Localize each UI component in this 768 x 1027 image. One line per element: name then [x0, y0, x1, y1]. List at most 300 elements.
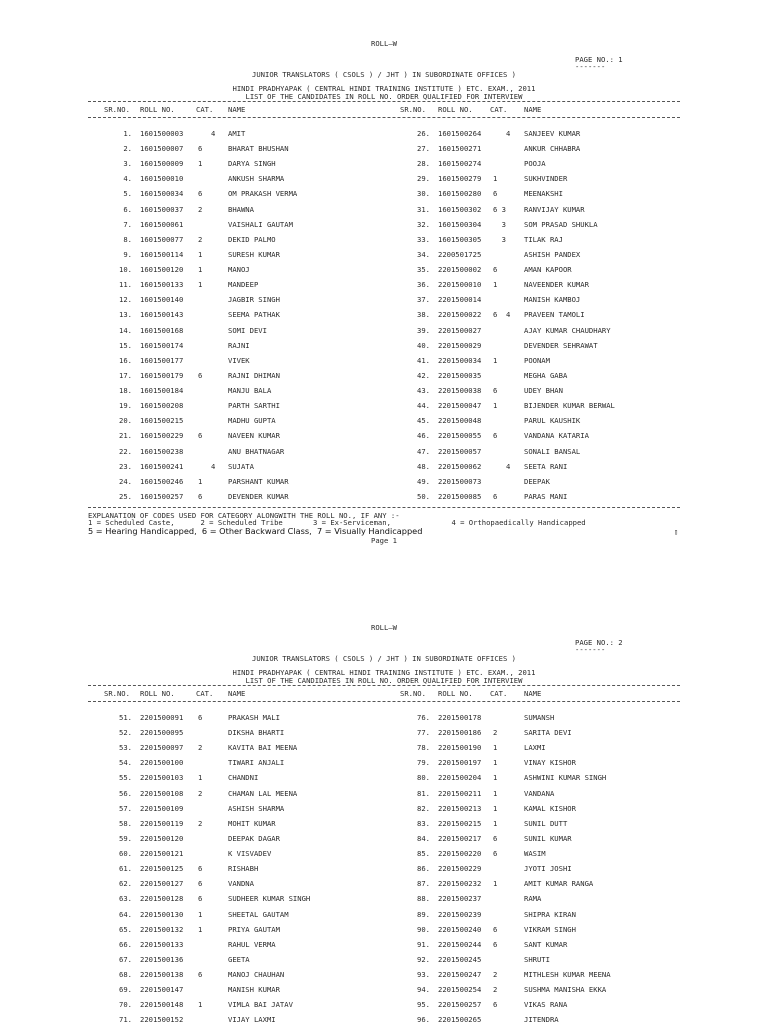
- sr-number: 8.: [123, 234, 132, 244]
- header-srno: SR.NO.: [104, 105, 130, 114]
- sr-number: 71.: [119, 1015, 132, 1025]
- category-code: 6: [493, 1000, 498, 1010]
- sr-number: 39.: [417, 325, 430, 335]
- candidate-name: NAVEENDER KUMAR: [524, 280, 589, 290]
- roll-number: 2201500121: [140, 849, 184, 859]
- roll-number: 2201500103: [140, 773, 184, 783]
- category-code: 1: [198, 924, 203, 934]
- category-code: 1: [198, 909, 203, 919]
- sr-number: 5.: [123, 189, 132, 199]
- header-cat: CAT.: [196, 105, 214, 114]
- roll-number: 2201500048: [438, 416, 482, 426]
- roll-number: 2201500119: [140, 818, 184, 828]
- table-row: [0, 831, 768, 846]
- candidate-name: ASHISH PANDEX: [524, 249, 581, 259]
- roll-label: ROLL—W: [371, 623, 397, 632]
- category-code: 1: [493, 818, 498, 828]
- category-code: 2: [198, 743, 203, 753]
- candidate-name: PARAS MANI: [524, 491, 568, 501]
- roll-number: 2201500055: [438, 431, 482, 441]
- header-name-2: NAME: [524, 689, 542, 698]
- roll-number: 2201500240: [438, 924, 482, 934]
- roll-number: 2201500027: [438, 325, 482, 335]
- roll-number: 2201500148: [140, 1000, 184, 1010]
- sr-number: 80.: [417, 773, 430, 783]
- candidate-name: AJAY KUMAR CHAUDHARY: [524, 325, 611, 335]
- sr-number: 16.: [119, 355, 132, 365]
- legend-heading: EXPLANATION OF CODES USED FOR CATEGORY ALONGWITH THE ROLL NO., IF ANY :-: [88, 511, 400, 520]
- header-name: NAME: [228, 105, 246, 114]
- candidate-name: SUNIL KUMAR: [524, 833, 572, 843]
- sr-number: 79.: [417, 758, 430, 768]
- category-code: 4: [198, 461, 216, 471]
- sr-number: 28.: [417, 159, 430, 169]
- sr-number: 29.: [417, 174, 430, 184]
- category-code: 1: [198, 773, 203, 783]
- candidate-name: RAJNI: [228, 340, 250, 350]
- sr-number: 76.: [417, 713, 430, 722]
- sr-number: 64.: [119, 909, 132, 919]
- roll-number: 1601500238: [140, 446, 184, 456]
- candidate-name: JAGBIR SINGH: [228, 295, 280, 305]
- sr-number: 48.: [417, 461, 430, 471]
- sr-number: 44.: [417, 401, 430, 411]
- sr-number: 25.: [119, 491, 132, 501]
- sr-number: 11.: [119, 280, 132, 290]
- category-code: 6 4: [493, 310, 511, 320]
- candidate-name: SHRUTI: [524, 954, 550, 964]
- candidate-name: VIVEK: [228, 355, 250, 365]
- candidate-name: DEEPAK: [524, 476, 550, 486]
- category-code: 1: [493, 879, 498, 889]
- candidate-name: SEETA RANI: [524, 461, 568, 471]
- candidate-name: ASHISH SHARMA: [228, 803, 285, 813]
- sr-number: 89.: [417, 909, 430, 919]
- candidate-name: PARTH SARTHI: [228, 401, 280, 411]
- candidate-name: RANVIJAY KUMAR: [524, 204, 585, 214]
- table-row: [0, 710, 768, 725]
- candidate-name: BHARAT BHUSHAN: [228, 144, 289, 154]
- roll-number: 1601500077: [140, 234, 184, 244]
- sr-number: 46.: [417, 431, 430, 441]
- candidate-name: SUKHVINDER: [524, 174, 568, 184]
- sr-number: 94.: [417, 985, 430, 995]
- table-row: [0, 876, 768, 891]
- sr-number: 78.: [417, 743, 430, 753]
- sr-number: 18.: [119, 386, 132, 396]
- candidate-name: DEKID PALMO: [228, 234, 276, 244]
- category-code: 6: [198, 894, 203, 904]
- header-srno-2: SR.NO.: [400, 689, 426, 698]
- sr-number: 66.: [119, 939, 132, 949]
- category-code: 6: [493, 491, 498, 501]
- sr-number: 21.: [119, 431, 132, 441]
- roll-number: 1601500179: [140, 370, 184, 380]
- roll-number: 2201500254: [438, 985, 482, 995]
- roll-number: 2201500211: [438, 788, 482, 798]
- roll-number: 2201500152: [140, 1015, 184, 1025]
- roll-number: 2201500215: [438, 818, 482, 828]
- category-code: 6: [198, 713, 203, 722]
- candidate-name: MANISH KUMAR: [228, 985, 280, 995]
- category-code: 2: [198, 204, 203, 214]
- roll-number: 1601500120: [140, 265, 184, 275]
- page-number: PAGE NO.: 2: [575, 638, 623, 647]
- candidate-name: SUDHEER KUMAR SINGH: [228, 894, 311, 904]
- category-code: 2: [493, 970, 498, 980]
- category-code: 2: [198, 788, 203, 798]
- roll-number: 1601500271: [438, 144, 482, 154]
- header-srno: SR.NO.: [104, 689, 130, 698]
- header-cat-2: CAT.: [490, 689, 508, 698]
- roll-number: 2201500022: [438, 310, 482, 320]
- roll-number: 1601500274: [438, 159, 482, 169]
- table-row: [0, 997, 768, 1012]
- sr-number: 57.: [119, 803, 132, 813]
- header-rollno: ROLL NO.: [140, 105, 175, 114]
- candidate-name: SHIPRA KIRAN: [524, 909, 576, 919]
- sr-number: 37.: [417, 295, 430, 305]
- category-code: 6: [493, 265, 498, 275]
- table-row: [0, 922, 768, 937]
- table-row: [0, 755, 768, 770]
- roll-number: 2201500186: [438, 728, 482, 738]
- header-rollno-2: ROLL NO.: [438, 105, 473, 114]
- divider: [88, 701, 680, 702]
- title-line-3: LIST OF THE CANDIDATES IN ROLL NO. ORDER QUALIFIED FOR INTERVIEW: [245, 92, 523, 101]
- candidate-name: MITHLESH KUMAR MEENA: [524, 970, 611, 980]
- candidate-name: SOMI DEVI: [228, 325, 267, 335]
- sr-number: 45.: [417, 416, 430, 426]
- table-row: [0, 1012, 768, 1027]
- roll-number: 2201500125: [140, 864, 184, 874]
- category-code: 2: [493, 728, 498, 738]
- sr-number: 86.: [417, 864, 430, 874]
- title-line-2: HINDI PRADHYAPAK ( CENTRAL HINDI TRAINING INSTITUTE ) ETC. EXAM., 2011: [232, 668, 536, 677]
- sr-number: 62.: [119, 879, 132, 889]
- category-code: 6: [493, 939, 498, 949]
- candidate-name: POOJA: [524, 159, 546, 169]
- roll-number: 2201500100: [140, 758, 184, 768]
- roll-number: 1601500009: [140, 159, 184, 169]
- sr-number: 1.: [123, 129, 132, 138]
- category-code: 6: [198, 970, 203, 980]
- sr-number: 90.: [417, 924, 430, 934]
- candidate-name: ANKUR CHHABRA: [524, 144, 581, 154]
- roll-number: 1601500140: [140, 295, 184, 305]
- sr-number: 9.: [123, 249, 132, 259]
- table-row: [0, 816, 768, 831]
- sr-number: 82.: [417, 803, 430, 813]
- candidate-name: SEEMA PATHAK: [228, 310, 280, 320]
- sr-number: 83.: [417, 818, 430, 828]
- category-code: 6: [198, 370, 203, 380]
- roll-number: 2201500047: [438, 401, 482, 411]
- sr-number: 31.: [417, 204, 430, 214]
- sr-number: 85.: [417, 849, 430, 859]
- candidate-name: BHAWNA: [228, 204, 254, 214]
- sr-number: 43.: [417, 386, 430, 396]
- roll-number: 1601500003: [140, 129, 184, 138]
- header-rollno: ROLL NO.: [140, 689, 175, 698]
- roll-number: 1601500061: [140, 219, 184, 229]
- header-rollno-2: ROLL NO.: [438, 689, 473, 698]
- sr-number: 36.: [417, 280, 430, 290]
- category-code: 1: [493, 401, 498, 411]
- sr-number: 50.: [417, 491, 430, 501]
- sr-number: 32.: [417, 219, 430, 229]
- page-number-rule: -------: [575, 62, 606, 71]
- sr-number: 60.: [119, 849, 132, 859]
- table-row: [0, 937, 768, 952]
- candidate-name: GEETA: [228, 954, 250, 964]
- candidate-name: CHANDNI: [228, 773, 259, 783]
- category-code: 1: [493, 743, 498, 753]
- category-code: 6: [493, 431, 498, 441]
- table-row: [0, 740, 768, 755]
- sr-number: 41.: [417, 355, 430, 365]
- candidate-name: SANT KUMAR: [524, 939, 568, 949]
- roll-number: 2201500232: [438, 879, 482, 889]
- sr-number: 40.: [417, 340, 430, 350]
- candidate-name: AMIT: [228, 129, 246, 138]
- roll-number: 2201500010: [438, 280, 482, 290]
- sr-number: 51.: [119, 713, 132, 722]
- candidate-name: DEEPAK DAGAR: [228, 833, 280, 843]
- sr-number: 87.: [417, 879, 430, 889]
- roll-number: 2201500120: [140, 833, 184, 843]
- legend-codes-1: 1 = Scheduled Caste, 2 = Scheduled Tribe 3 = Ex-Serviceman, 4 = Orthopaedically Handicapped: [88, 518, 586, 527]
- candidate-name: RISHABH: [228, 864, 259, 874]
- candidate-name: SANJEEV KUMAR: [524, 129, 581, 138]
- sr-number: 22.: [119, 446, 132, 456]
- roll-number: 1601500279: [438, 174, 482, 184]
- sr-number: 92.: [417, 954, 430, 964]
- candidate-name: RAHUL VERMA: [228, 939, 276, 949]
- category-code: 1: [493, 758, 498, 768]
- candidate-name: AMIT KUMAR RANGA: [524, 879, 594, 889]
- sr-number: 38.: [417, 310, 430, 320]
- roll-label: ROLL—W: [371, 39, 397, 48]
- category-code: 4: [493, 461, 511, 471]
- candidate-name: OM PRAKASH VERMA: [228, 189, 298, 199]
- category-code: 2: [493, 985, 498, 995]
- category-code: 1: [198, 159, 203, 169]
- roll-number: 2201500132: [140, 924, 184, 934]
- category-code: 6: [198, 144, 203, 154]
- roll-number: 2201500237: [438, 894, 482, 904]
- candidate-name: JITENDRA: [524, 1015, 559, 1025]
- sr-number: 88.: [417, 894, 430, 904]
- candidate-name: UDEY BHAN: [524, 386, 563, 396]
- roll-number: 2201500095: [140, 728, 184, 738]
- candidate-name: VANDNA: [228, 879, 254, 889]
- candidate-name: SARITA DEVI: [524, 728, 572, 738]
- roll-number: 2201500239: [438, 909, 482, 919]
- sr-number: 56.: [119, 788, 132, 798]
- title-line-2: HINDI PRADHYAPAK ( CENTRAL HINDI TRAINING INSTITUTE ) ETC. EXAM., 2011: [232, 84, 536, 93]
- roll-number: 2201500265: [438, 1015, 482, 1025]
- roll-number: 1601500304: [438, 219, 482, 229]
- sr-number: 93.: [417, 970, 430, 980]
- roll-number: 2201500247: [438, 970, 482, 980]
- candidate-name: VAISHALI GAUTAM: [228, 219, 293, 229]
- roll-number: 2201500057: [438, 446, 482, 456]
- roll-number: 1601500257: [140, 491, 184, 501]
- roll-number: 2201500062: [438, 461, 482, 471]
- roll-number: 2201500109: [140, 803, 184, 813]
- candidate-name: POONAM: [524, 355, 550, 365]
- roll-number: 2201500136: [140, 954, 184, 964]
- roll-number: 2201500091: [140, 713, 184, 722]
- roll-number: 2201500034: [438, 355, 482, 365]
- table-row: [0, 725, 768, 740]
- header-srno-2: SR.NO.: [400, 105, 426, 114]
- candidate-name: MANOJ CHAUHAN: [228, 970, 285, 980]
- table-row: [0, 861, 768, 876]
- roll-number: 2201500085: [438, 491, 482, 501]
- candidate-name: DIKSHA BHARTI: [228, 728, 285, 738]
- category-code: 6: [198, 491, 203, 501]
- candidate-name: KAMAL KISHOR: [524, 803, 576, 813]
- roll-number: 1601500133: [140, 280, 184, 290]
- roll-number: 2201500257: [438, 1000, 482, 1010]
- table-row: [0, 891, 768, 906]
- candidate-name: SUNIL DUTT: [524, 818, 568, 828]
- roll-number: 1601500241: [140, 461, 184, 471]
- candidate-name: PRAVEEN TAMOLI: [524, 310, 585, 320]
- candidate-name: SUSHMA MANISHA EKKA: [524, 985, 607, 995]
- candidate-name: VIKAS RANA: [524, 1000, 568, 1010]
- roll-number: 2201500244: [438, 939, 482, 949]
- roll-number: 1601500280: [438, 189, 482, 199]
- roll-number: 1601500010: [140, 174, 184, 184]
- category-code: 2: [198, 818, 203, 828]
- candidate-name: DARYA SINGH: [228, 159, 276, 169]
- header-cat-2: CAT.: [490, 105, 508, 114]
- roll-number: 2201500128: [140, 894, 184, 904]
- sr-number: 77.: [417, 728, 430, 738]
- candidate-name: KAVITA BAI MEENA: [228, 743, 298, 753]
- candidate-name: DEVENDER KUMAR: [228, 491, 289, 501]
- roll-number: 2201500220: [438, 849, 482, 859]
- category-code: 1: [198, 249, 203, 259]
- category-code: 1: [493, 803, 498, 813]
- roll-number: 2201500190: [438, 743, 482, 753]
- category-code: 1: [493, 174, 498, 184]
- category-code: 3: [493, 234, 506, 244]
- roll-number: 1601500143: [140, 310, 184, 320]
- sr-number: 84.: [417, 833, 430, 843]
- candidate-name: WASIM: [524, 849, 546, 859]
- sr-number: 34.: [417, 249, 430, 259]
- candidate-name: MEGHA GABA: [524, 370, 568, 380]
- candidate-name: MANOJ: [228, 265, 250, 275]
- roll-number: 2201500014: [438, 295, 482, 305]
- roll-number: 2201500108: [140, 788, 184, 798]
- category-code: 6: [493, 386, 498, 396]
- candidate-name: MADHU GUPTA: [228, 416, 276, 426]
- roll-number: 1601500246: [140, 476, 184, 486]
- sr-number: 47.: [417, 446, 430, 456]
- header-name-2: NAME: [524, 105, 542, 114]
- sr-number: 96.: [417, 1015, 430, 1025]
- category-code: 6: [198, 879, 203, 889]
- candidate-name: SONALI BANSAL: [524, 446, 581, 456]
- table-row: [0, 967, 768, 982]
- roll-number: 2201500127: [140, 879, 184, 889]
- sr-number: 81.: [417, 788, 430, 798]
- sr-number: 61.: [119, 864, 132, 874]
- table-row: [0, 982, 768, 997]
- sr-number: 12.: [119, 295, 132, 305]
- table-row: [0, 907, 768, 922]
- candidate-name: LAXMI: [524, 743, 546, 753]
- roll-number: 2201500073: [438, 476, 482, 486]
- table-row: [0, 801, 768, 816]
- candidate-name: VIMLA BAI JATAV: [228, 1000, 293, 1010]
- page-number: PAGE NO.: 1: [575, 55, 623, 64]
- category-code: 4: [198, 129, 216, 138]
- table-row: [0, 846, 768, 861]
- title-line-3: LIST OF THE CANDIDATES IN ROLL NO. ORDER QUALIFIED FOR INTERVIEW: [245, 676, 523, 685]
- sr-number: 33.: [417, 234, 430, 244]
- category-code: 1: [493, 773, 498, 783]
- sr-number: 68.: [119, 970, 132, 980]
- sr-number: 6.: [123, 204, 132, 214]
- category-code: 1: [198, 280, 203, 290]
- candidate-name: ASHWINI KUMAR SINGH: [524, 773, 607, 783]
- candidate-name: TIWARI ANJALI: [228, 758, 285, 768]
- category-code: 2: [198, 234, 203, 244]
- sr-number: 55.: [119, 773, 132, 783]
- roll-number: 2201500197: [438, 758, 482, 768]
- candidate-name: K VISVADEV: [228, 849, 272, 859]
- sr-number: 95.: [417, 1000, 430, 1010]
- roll-number: 1601500305: [438, 234, 482, 244]
- candidate-name: MANJU BALA: [228, 386, 272, 396]
- sr-number: 2.: [123, 144, 132, 154]
- candidate-name: ANU BHATNAGAR: [228, 446, 285, 456]
- candidate-name: RAJNI DHIMAN: [228, 370, 280, 380]
- roll-number: 2201500213: [438, 803, 482, 813]
- sr-number: 24.: [119, 476, 132, 486]
- roll-number: 1601500229: [140, 431, 184, 441]
- roll-number: 1601500264: [438, 129, 482, 138]
- sr-number: 10.: [119, 265, 132, 275]
- roll-number: 2201500002: [438, 265, 482, 275]
- sr-number: 19.: [119, 401, 132, 411]
- page-number-rule: -------: [575, 645, 606, 654]
- candidate-name: MOHIT KUMAR: [228, 818, 276, 828]
- category-code: 6: [198, 431, 203, 441]
- candidate-name: PARSHANT KUMAR: [228, 476, 289, 486]
- category-code: 1: [493, 280, 498, 290]
- sr-number: 3.: [123, 159, 132, 169]
- table-header: [0, 686, 768, 701]
- category-code: 1: [198, 1000, 203, 1010]
- category-code: 6: [493, 924, 498, 934]
- roll-number: 1601500034: [140, 189, 184, 199]
- header-cat: CAT.: [196, 689, 214, 698]
- title-line-1: JUNIOR TRANSLATORS ( CSOLS ) / JHT ) IN SUBORDINATE OFFICES ): [252, 654, 516, 663]
- sr-number: 13.: [119, 310, 132, 320]
- candidate-name: TILAK RAJ: [524, 234, 563, 244]
- sr-number: 35.: [417, 265, 430, 275]
- sr-number: 59.: [119, 833, 132, 843]
- legend-mark: ▯: [674, 527, 679, 536]
- table-row: [0, 770, 768, 785]
